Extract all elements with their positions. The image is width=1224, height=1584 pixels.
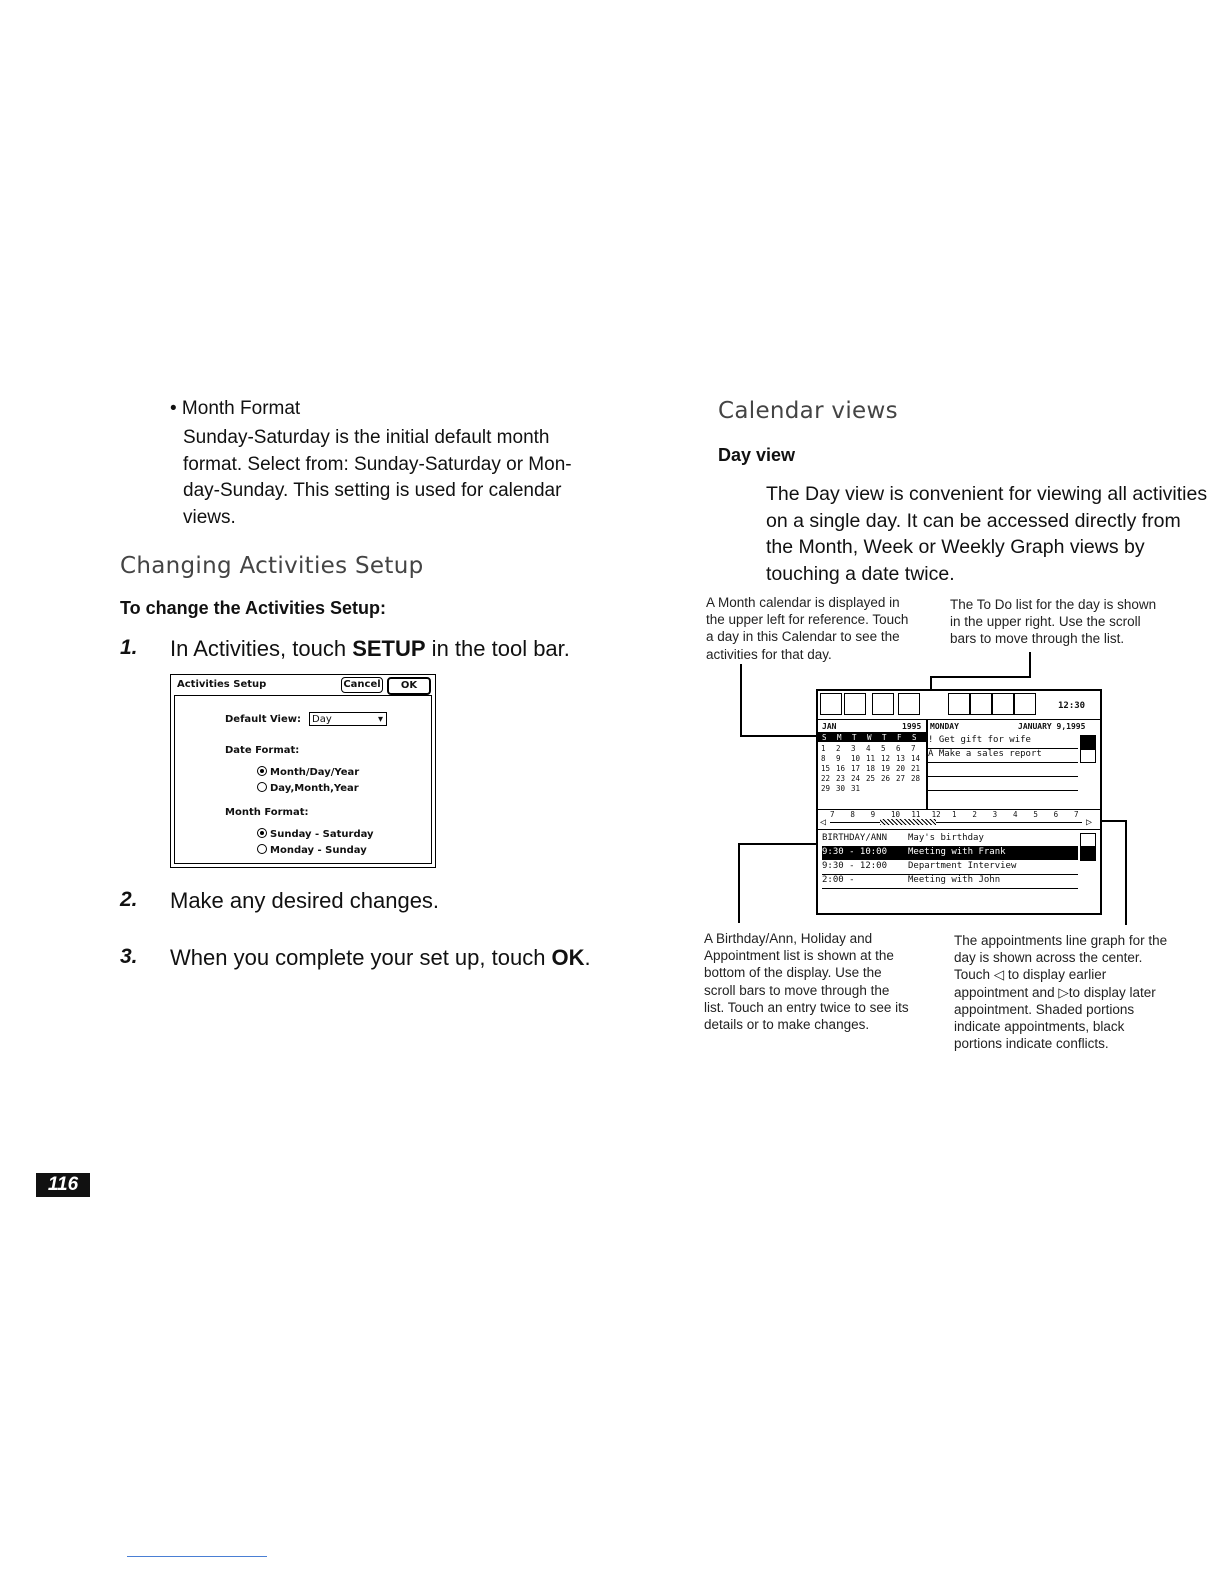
step-3-text: When you complete your set up, touch OK. xyxy=(170,945,591,970)
divider xyxy=(818,719,1100,720)
radio-unselected-icon xyxy=(257,782,267,792)
chevron-down-icon: ▾ xyxy=(377,714,383,725)
calendar-day[interactable]: 30 xyxy=(836,784,846,793)
radio-monday-sunday[interactable]: Monday - Sunday xyxy=(257,844,367,856)
callout-line xyxy=(1098,820,1126,822)
scroll-up-icon[interactable] xyxy=(1080,833,1096,847)
clock-time: 12:30 xyxy=(1058,701,1086,711)
radio-unselected-icon xyxy=(257,844,267,854)
timeline-tick-label: 9 xyxy=(870,810,876,819)
appointment-row[interactable]: 9:30 - 12:00 Department Interview xyxy=(822,861,1017,871)
edit-icon[interactable] xyxy=(948,693,970,715)
calendar-day[interactable]: 7 xyxy=(911,744,916,753)
calendar-day[interactable]: 25 xyxy=(866,774,876,783)
section-heading-calendar-views: Calendar views xyxy=(718,398,898,424)
default-view-select[interactable]: Day ▾ xyxy=(309,712,387,726)
callout-line xyxy=(930,676,1030,678)
callout-line xyxy=(1029,652,1031,678)
calendar-day[interactable]: 24 xyxy=(851,774,861,783)
radio-day-month-year[interactable]: Day,Month,Year xyxy=(257,782,359,794)
step-number: 3. xyxy=(120,945,138,968)
divider xyxy=(928,790,1078,791)
calendar-day[interactable]: 16 xyxy=(836,764,846,773)
scroll-down-icon[interactable] xyxy=(1080,749,1096,763)
activities-setup-dialog xyxy=(170,674,436,868)
calendar-day[interactable]: 27 xyxy=(896,774,906,783)
timeline-axis xyxy=(830,822,1082,823)
callout-line xyxy=(740,664,742,736)
calendar-day[interactable]: 15 xyxy=(821,764,831,773)
radio-selected-icon xyxy=(257,828,267,838)
divider xyxy=(928,748,1078,749)
cancel-button[interactable]: Cancel xyxy=(341,677,383,693)
setup-icon[interactable] xyxy=(898,693,920,715)
calendar-day[interactable]: 1 xyxy=(821,744,826,753)
calendar-day[interactable]: 2 xyxy=(836,744,841,753)
divider xyxy=(928,762,1078,763)
day-view-screen xyxy=(816,689,1102,915)
todo-item[interactable]: A Make a sales report xyxy=(928,749,1042,759)
month-label: JAN xyxy=(822,722,837,731)
timeline-tick-label: 12 xyxy=(931,810,941,819)
step-1-text: In Activities, touch SETUP in the tool bar. xyxy=(170,636,570,661)
divider xyxy=(928,776,1078,777)
caption-appointment-list: A Birthday/Ann, Holiday and Appointment list is shown at the bottom of the display. Use the scroll bars to move through the list. Touch an entry twice to see its details or to make changes. xyxy=(704,931,909,1033)
caption-month-calendar: A Month calendar is displayed in the upper left for reference. Touch a day in this Calendar to see the activities for that day. xyxy=(706,595,909,662)
page-number: 116 xyxy=(36,1173,90,1197)
subheading-day-view: Day view xyxy=(718,445,796,465)
month-format-description: Sunday-Saturday is the initial default month format. Select from: Sunday-Saturday or Mon- day-Sunday. This setting is used for calendar views. xyxy=(183,427,572,528)
timeline-tick-label: 11 xyxy=(911,810,921,819)
weekday-label: M xyxy=(837,733,842,742)
section-heading-changing-setup: Changing Activities Setup xyxy=(120,553,424,579)
callout-line xyxy=(738,843,740,923)
step-number: 2. xyxy=(120,888,138,911)
timeline-later-icon[interactable]: ▷ xyxy=(1086,817,1093,828)
date-format-label: Date Format: xyxy=(225,745,300,756)
calendar-day[interactable]: 4 xyxy=(866,744,871,753)
weekday-label: S xyxy=(822,733,827,742)
callout-line xyxy=(740,735,818,737)
weekday-label: W xyxy=(867,733,872,742)
calendar-day[interactable]: 26 xyxy=(881,774,891,783)
calendar-day[interactable]: 19 xyxy=(881,764,891,773)
todo-item[interactable]: ! Get gift for wife xyxy=(928,735,1031,745)
calendar-day[interactable]: 17 xyxy=(851,764,861,773)
mini-month-calendar xyxy=(818,732,926,802)
radio-month-day-year[interactable]: Month/Day/Year xyxy=(257,766,359,778)
callout-line xyxy=(738,843,818,845)
find-icon[interactable] xyxy=(844,693,866,715)
timeline-tick-label: 5 xyxy=(1033,810,1038,819)
day-header: MONDAY xyxy=(930,722,959,731)
calendar-day[interactable]: 29 xyxy=(821,784,831,793)
chkit-icon[interactable] xyxy=(970,693,992,715)
timeline-shaded-appointment xyxy=(880,819,936,825)
callout-line xyxy=(1125,820,1127,925)
timeline-ticks xyxy=(830,810,1080,820)
calendar-day[interactable]: 22 xyxy=(821,774,831,783)
timeline-tick-label: 10 xyxy=(891,810,901,819)
callout-line xyxy=(930,676,932,690)
scroll-down-icon[interactable] xyxy=(1080,847,1096,861)
calendar-day[interactable]: 20 xyxy=(896,764,906,773)
caption-todo-list: The To Do list for the day is shown in the upper right. Use the scroll bars to move through the list. xyxy=(950,597,1157,647)
calendar-day[interactable]: 6 xyxy=(896,744,901,753)
date-header: JANUARY 9,1995 xyxy=(1018,722,1086,731)
step-number: 1. xyxy=(120,636,138,659)
dialog-body xyxy=(174,695,432,864)
default-view-label: Default View: xyxy=(225,714,302,725)
divider xyxy=(822,888,1078,889)
caption-line-graph: The appointments line graph for the day is shown across the center. Touch ◁ to display earlier appointment and ▷to display later appointment. Shaded portions indicate appointments, black portions indicate conflicts. xyxy=(954,933,1168,1052)
appointment-row[interactable]: 2:00 - Meeting with John xyxy=(822,875,1001,885)
bullet-month-format: • Month Format xyxy=(170,398,301,419)
calendar-day[interactable]: 8 xyxy=(821,754,826,763)
calendar-day[interactable]: 21 xyxy=(911,764,921,773)
timeline-tick-label: 3 xyxy=(992,810,998,819)
timeline-tick-label: 4 xyxy=(1013,810,1018,819)
divider xyxy=(822,846,1078,847)
weekday-label: T xyxy=(882,733,887,742)
timeline-tick-label: 8 xyxy=(850,810,855,819)
weekday-label: T xyxy=(852,733,857,742)
appointment-row-selected[interactable]: 9:30 - 10:00 Meeting with Frank xyxy=(822,847,1078,860)
faxit-icon[interactable] xyxy=(992,693,1014,715)
timeline-tick-label: 2 xyxy=(972,810,977,819)
calendar-day[interactable]: 14 xyxy=(911,754,921,763)
footer-rule xyxy=(127,1556,267,1557)
calendar-day[interactable]: 28 xyxy=(911,774,921,783)
calendar-day[interactable]: 5 xyxy=(881,744,886,753)
calendar-day[interactable]: 10 xyxy=(851,754,861,763)
send-icon[interactable] xyxy=(1014,693,1036,715)
year-label: 1995 xyxy=(902,722,922,731)
timeline-tick-label: 7 xyxy=(1074,810,1079,819)
radio-sunday-saturday[interactable]: Sunday - Saturday xyxy=(257,828,374,840)
subheading-change-setup: To change the Activities Setup: xyxy=(120,598,387,618)
show-icon[interactable] xyxy=(872,693,894,715)
timeline-tick-label: 7 xyxy=(830,810,835,819)
divider xyxy=(926,719,928,809)
divider xyxy=(822,874,1078,875)
month-format-label: Month Format: xyxy=(225,807,309,818)
calendar-day[interactable]: 12 xyxy=(881,754,891,763)
dialog-title: Activities Setup xyxy=(177,679,267,690)
divider xyxy=(818,829,1100,830)
day-view-paragraph: The Day view is convenient for viewing all activities on a single day. It can be accessed directly from the Month, Week or Weekly Graph views by touching a date twice. xyxy=(766,483,1208,585)
calendar-day[interactable]: 31 xyxy=(851,784,861,793)
radio-selected-icon xyxy=(257,766,267,776)
scroll-up-icon[interactable] xyxy=(1080,735,1096,749)
appointment-row[interactable]: BIRTHDAY/ANN May's birthday xyxy=(822,833,984,843)
calendar-day[interactable]: 18 xyxy=(866,764,876,773)
calendar-day[interactable]: 23 xyxy=(836,774,846,783)
views-icon[interactable] xyxy=(820,693,842,715)
weekday-label: S xyxy=(912,733,917,742)
calendar-day[interactable]: 9 xyxy=(836,754,841,763)
step-2-text: Make any desired changes. xyxy=(170,888,440,913)
calendar-day[interactable]: 13 xyxy=(896,754,906,763)
weekday-label: F xyxy=(897,733,902,742)
timeline-earlier-icon[interactable]: ◁ xyxy=(820,817,827,828)
timeline-tick-label: 1 xyxy=(952,810,957,819)
ok-button[interactable]: OK xyxy=(387,677,431,695)
timeline-tick-label: 6 xyxy=(1053,810,1059,819)
calendar-day[interactable]: 3 xyxy=(851,744,856,753)
calendar-day[interactable]: 11 xyxy=(866,754,876,763)
